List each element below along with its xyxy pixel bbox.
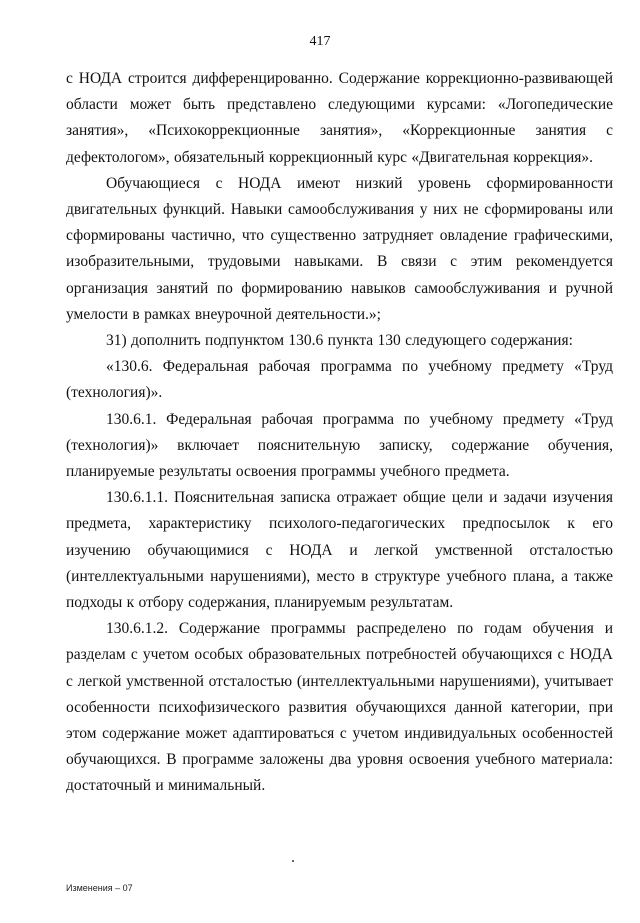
paragraph: 31) дополнить подпунктом 130.6 пункта 130 следующего содержания: xyxy=(106,332,573,350)
footer-note: Изменения – 07 xyxy=(66,883,133,893)
paragraph: 130.6.1.2. Содержание программы распределено по годам обучения и разделам с учетом особых образовательных потребностей обучающихся с НОДА с легкой умственной отсталостью (интеллектуальными нарушениями), учитывает особенности психофизического развития обучающихся данной категории, при этом содержание может адаптироваться с учетом индивидуальных особенностей обучающихся. В программе заложены два уровня освоения учебного материала: достаточный и минимальный. xyxy=(66,620,613,795)
paragraph: с НОДА строится дифференцированно. Содержание коррекционно-развивающей области может быть представлено следующими курсами: «Логопедические занятия», «Психокоррекционные занятия», «Коррекционные занятия с дефектологом», обязательный коррекционный курс «Двигательная коррекция». xyxy=(66,70,613,166)
paragraph: Обучающиеся с НОДА имеют низкий уровень сформированности двигательных функций. Навыки самообслуживания у них не сформированы или сформированы частично, что существенно затрудняет овладение графическими, изобразительными, трудовыми навыками. В связи с этим рекомендуется организация занятий по формированию навыков самообслуживания и ручной умелости в рамках внеурочной деятельности.»; xyxy=(66,174,613,323)
page-number: 417 xyxy=(309,34,331,49)
scan-speck xyxy=(292,860,294,862)
paragraph: 130.6.1. Федеральная рабочая программа по учебному предмету «Труд (технология)» включает пояснительную записку, содержание обучения, планируемые результаты освоения программы учебного предмета. xyxy=(66,410,613,481)
document-body xyxy=(66,66,613,800)
paragraph: «130.6. Федеральная рабочая программа по учебному предмету «Труд (технология)». xyxy=(66,358,613,402)
paragraph: 130.6.1.1. Пояснительная записка отражает общие цели и задачи изучения предмета, характеристику психолого-педагогических предпосылок к его изучению обучающимися с НОДА и легкой умственной отсталостью (интеллектуальными нарушениями), место в структуре учебного плана, а также подходы к отбору содержания, планируемым результатам. xyxy=(66,489,613,612)
